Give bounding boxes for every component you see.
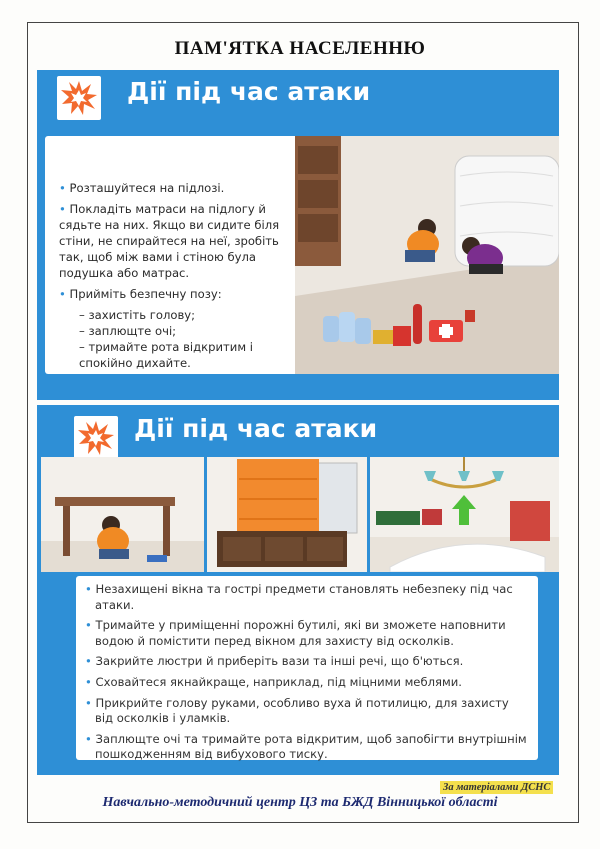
- list-item: • Розташуйтеся на підлозі.: [59, 180, 281, 196]
- illustration-under-table: [41, 457, 204, 572]
- sub-list-item: – захистіть голову;: [59, 307, 281, 323]
- list-item: • Закрийте люстри й приберіть вази та інші речі, що б'ються.: [85, 654, 529, 670]
- sub-list-item: – заплющте очі;: [59, 323, 281, 339]
- list-item: • Покладіть матраси на підлогу й сядьте на них. Якщо ви сидите біля стіни, не спирайтеся на неї, зробіть так, щоб між вами і стіною була подушка або матрас.: [59, 201, 281, 281]
- illustration-shelter-floor: [295, 136, 559, 374]
- attack-panel-2: [37, 405, 559, 775]
- attack-panel-1: [37, 70, 559, 400]
- section-heading: Дії під час атаки: [127, 77, 371, 106]
- illustration-chandelier: [370, 457, 559, 572]
- instructions-box: [45, 136, 303, 374]
- page-title: ПАМ'ЯТКА НАСЕЛЕННЮ: [174, 38, 426, 59]
- list-item: • Прикрийте голову руками, особливо вуха й потилицю, для захисту від осколків і уламків.: [85, 696, 529, 727]
- list-item: • Сховайтеся якнайкраще, наприклад, під міцними меблями.: [85, 675, 529, 691]
- list-item: • Заплющте очі та тримайте рота відкритим, щоб запобігти внутрішнім пошкодженням від вибухового тиску.: [85, 732, 529, 763]
- source-credit: За матеріалами ДСНС: [440, 781, 553, 794]
- section-heading: Дії під час атаки: [134, 414, 378, 443]
- list-item: • Незахищені вікна та гострі предмети становлять небезпеку під час атаки.: [85, 582, 529, 613]
- list-item: • Прийміть безпечну позу:: [59, 286, 281, 302]
- list-item: • Тримайте у приміщенні порожні бутилі, які ви зможете наповнити водою й помістити перед вікном для захисту від осколків.: [85, 618, 529, 649]
- instruction-list: [85, 582, 529, 768]
- explosion-icon: [57, 76, 101, 120]
- footer-organization: Навчально-методичний центр ЦЗ та БЖД Вінницької області: [102, 795, 498, 810]
- instruction-list: [59, 180, 281, 371]
- instructions-box: [76, 576, 538, 760]
- illustration-window-bottles: [207, 457, 367, 572]
- sub-list-item: – тримайте рота відкритим і спокійно дихайте.: [59, 339, 281, 371]
- explosion-icon: [74, 416, 118, 460]
